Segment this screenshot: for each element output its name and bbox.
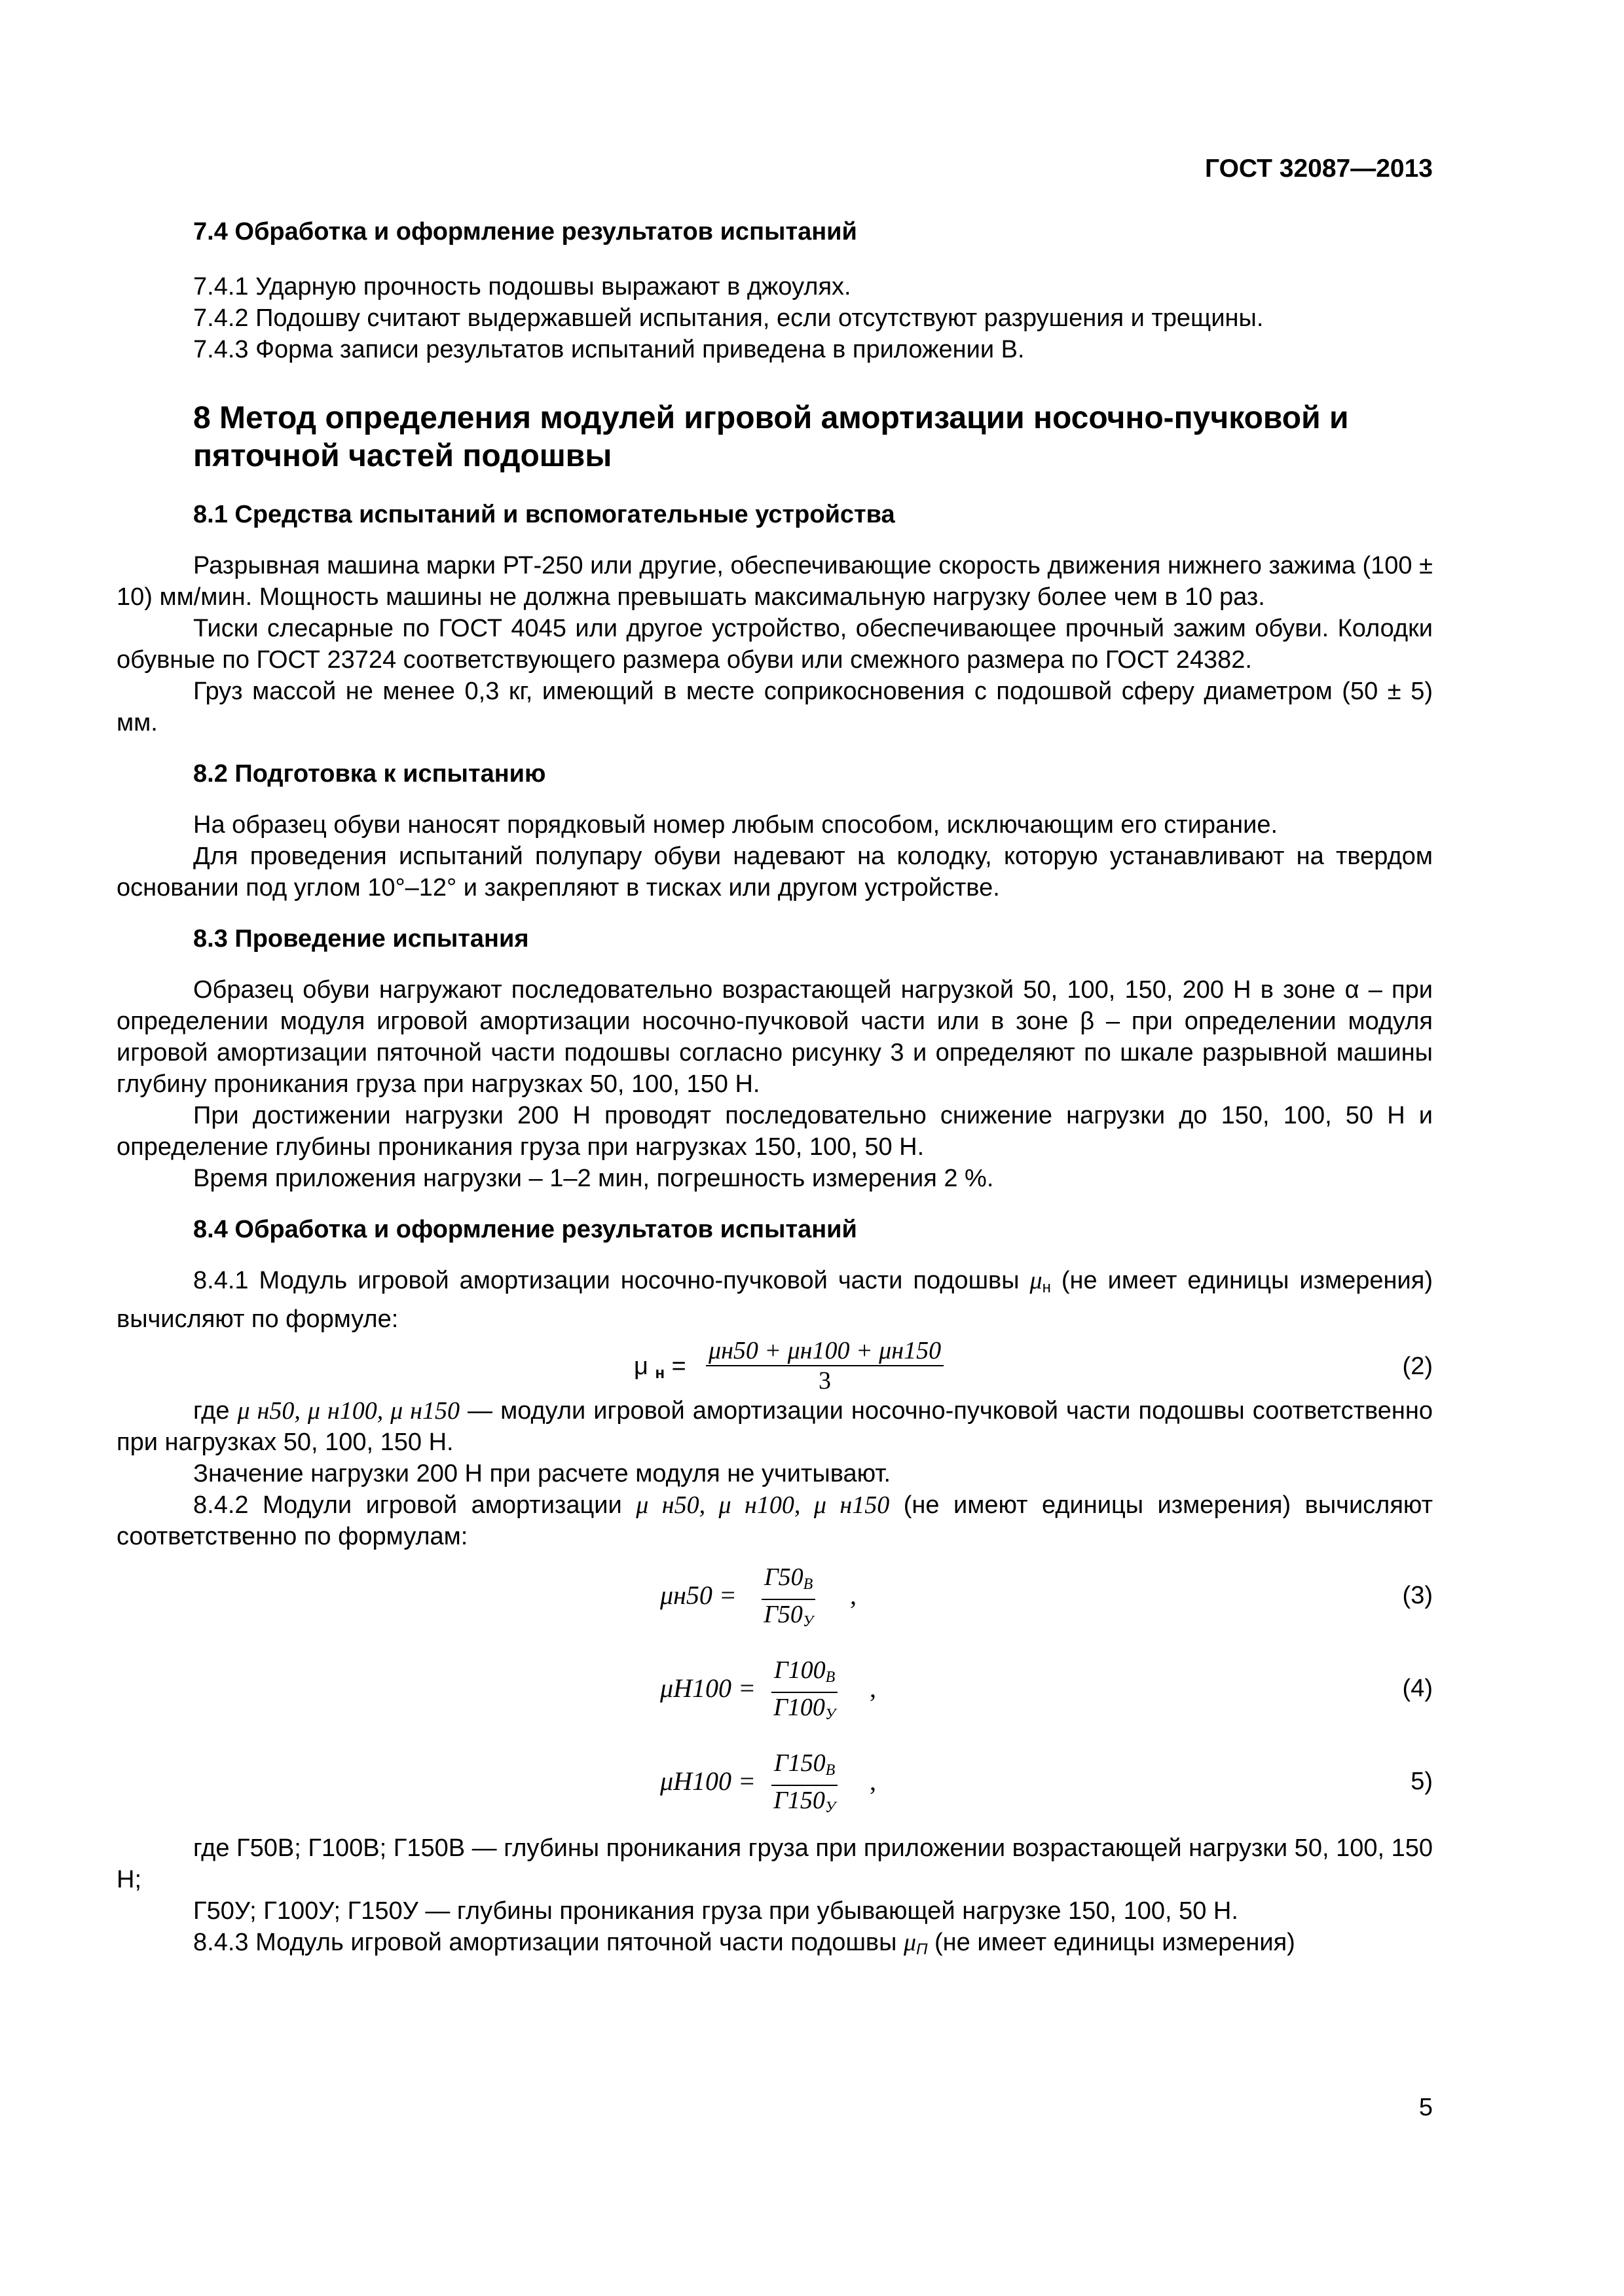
equation-3: μн50 = Г50В Г50У , (3) [117,1554,1433,1643]
paragraph-8-2-2: Для проведения испытаний полупару обуви надевают на колодку, которую устанавливают на твердом основании под углом 10°–12° и закрепляют в тисках или другом устройстве. [117,843,1433,902]
page-content [117,216,1433,1965]
section-8-4-title: 8.4 Обработка и оформление результатов испытаний [193,1216,857,1243]
paragraph-8-3-3: Время приложения нагрузки – 1–2 мин, погрешность измерения 2 %. [193,1165,994,1192]
paragraph-8-1-vise: Тиски слесарные по ГОСТ 4045 или другое устройство, обеспечивающее прочный зажим обуви. Колодки обувные по ГОСТ 23724 соответствующего размера обуви или смежного размера по ГОСТ 24382. [117,615,1433,674]
equation-3-number: (3) [1402,1582,1433,1609]
paragraph-where-2: где Г50В; Г100В; Г150В — глубины проникания груза при приложении возрастающей нагрузки 50, 100, 150 Н; [117,1834,1433,1893]
equation-5: μН100 = Г150В Г150У , 5) [117,1740,1433,1829]
paragraph-7-4-1: 7.4.1 Ударную прочность подошвы выражают в джоулях. [193,273,851,301]
equation-2-denominator: 3 [819,1367,832,1394]
section-8-title-line-2: пяточной частей подошвы [193,439,612,473]
equation-5-lhs: μН100 = [660,1766,756,1796]
equation-4-number: (4) [1402,1675,1433,1702]
paragraph-where-1: где μ н50, μ н100, μ н150 — модули игровой амортизации носочно-пучковой части подошвы соответственно при нагрузках 50, 100, 150 Н. [117,1397,1433,1456]
paragraph-8-4-3: 8.4.3 Модуль игровой амортизации пяточной части подошвы μП (не имеет единицы измерения) [193,1929,1295,1958]
section-8-3-title: 8.3 Проведение испытания [193,925,529,953]
paragraph-8-4-1: 8.4.1 Модуль игровой амортизации носочно-пучковой части подошвы $\mu_н$ (не имеет единицы измерения) вычисляют по формуле: [117,1267,1433,1333]
paragraph-8-4-2: 8.4.2 Модули игровой амортизации μ н50, μ н100, μ н150 (не имеют единицы измерения) вычисляют соответственно по формулам: [117,1491,1433,1550]
mu-symbol: μ [1029,1267,1043,1294]
paragraph-7-4-3: 7.4.3 Форма записи результатов испытаний приведена в приложении В. [193,336,1025,363]
page-number: 5 [1418,2094,1433,2121]
equation-3-lhs: μн50 = [660,1580,737,1610]
equation-5-fraction: Г150В Г150У [771,1749,838,1822]
equation-2-lhs: μ $_н$ = [634,1353,686,1382]
equation-4-lhs: μН100 = [660,1673,756,1703]
document-header-id: ГОСТ 32087—2013 [1205,155,1433,183]
section-7-4-title: 7.4 Обработка и оформление результатов испытаний [193,218,857,246]
equation-5-number: 5) [1411,1768,1433,1795]
equation-2-number: (2) [1402,1353,1433,1380]
equation-2-numerator: μн50 + μн100 + μн150 [706,1336,944,1366]
section-8-title [117,399,1433,475]
section-8-title-line-1: 8 Метод определения модулей игровой амортизации носочно-пучковой и [193,401,1349,435]
paragraph-8-1-weight: Груз массой не менее 0,3 кг, имеющий в месте соприкосновения с подошвой сферу диаметром (50 ± 5) мм. [117,678,1433,737]
paragraph-8-3-2: При достижении нагрузки 200 Н проводят последовательно снижение нагрузки до 150, 100, 50 Н и определение глубины проникания груза при нагрузках 150, 100, 50 Н. [117,1102,1433,1161]
section-8-1-title: 8.1 Средства испытаний и вспомогательные устройства [193,501,895,528]
paragraph-note-200n: Значение нагрузки 200 Н при расчете модуля не учитывают. [193,1460,891,1487]
paragraph-7-4-2: 7.4.2 Подошву считают выдержавшей испытания, если отсутствуют разрушения и трещины. [193,304,1264,332]
equation-4-fraction: Г100В Г100У [771,1656,838,1729]
paragraph-8-2-1: На образец обуви наносят порядковый номер любым способом, исключающим его стирание. [193,811,1278,839]
section-8-2-title: 8.2 Подготовка к испытанию [193,760,546,788]
paragraph-where-3: Г50У; Г100У; Г150У — глубины проникания груза при убывающей нагрузке 150, 100, 50 Н. [193,1897,1238,1925]
equation-2-fraction [706,1336,944,1395]
equation-4: μН100 = Г100В Г100У , (4) [117,1647,1433,1736]
paragraph-8-1-machine: Разрывная машина марки РТ-250 или другие, обеспечивающие скорость движения нижнего зажима (100 ± 10) мм/мин. Мощность машины не должна превышать максимальную нагрузку более чем в 10 раз. [117,552,1433,611]
equation-2 [117,1336,1433,1394]
paragraph-8-3-1: Образец обуви нагружают последовательно возрастающей нагрузкой 50, 100, 150, 200 Н в зоне α – при определении модуля игровой амортизации носочно-пучковой части или в зоне β – при определении модуля игровой амортизации пяточной части подошвы согласно рисунку 3 и определяют по шкале разрывной машины глубину проникания груза при нагрузках 50, 100, 150 Н. [117,976,1433,1098]
equation-3-fraction: Г50В Г50У [762,1563,815,1636]
